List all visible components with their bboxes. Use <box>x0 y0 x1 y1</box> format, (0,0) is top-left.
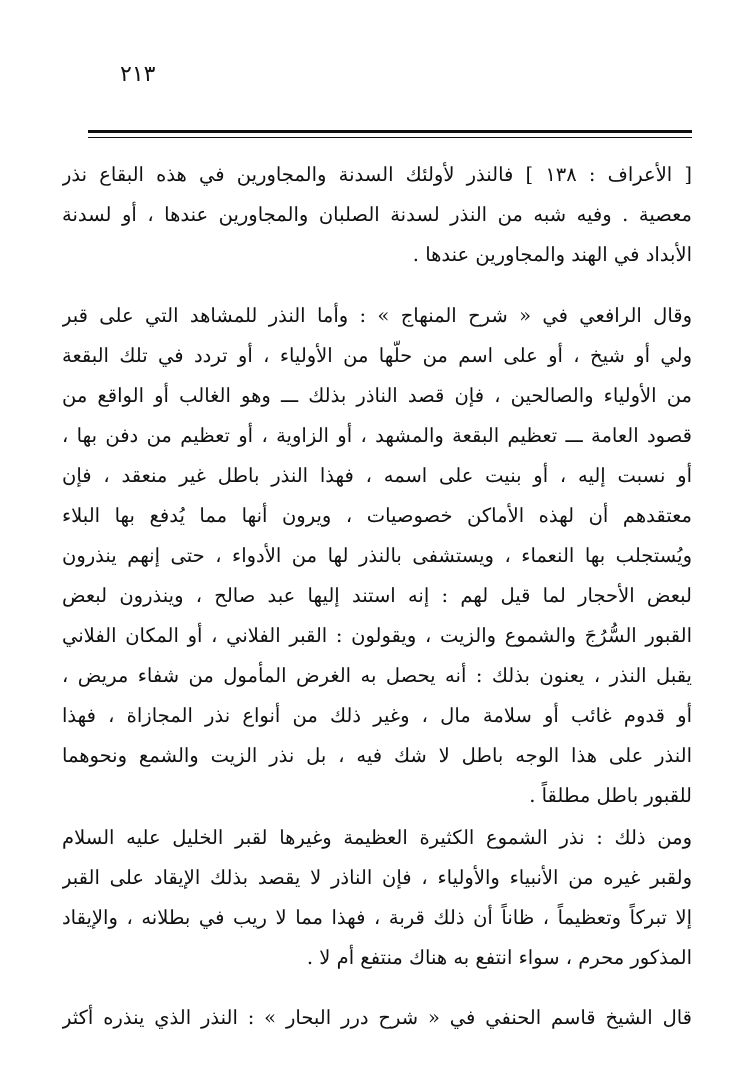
text-line: أو قدوم غائب أو سلامة مال ، وغير ذلك من أنواع نذر المجازاة ، فهذا <box>62 704 692 727</box>
text-line: قصود العامة ـــ تعظيم البقعة والمشهد ، أو الزاوية ، أو تعظيم من دفن بها ، <box>62 424 692 447</box>
text-line: ولقبر غيره من الأنبياء والأولياء ، فإن الناذر لا يقصد بذلك الإيقاد على القبر <box>62 866 692 889</box>
text-line: وقال الرافعي في « شرح المنهاج » : وأما النذر للمشاهد التي على قبر <box>62 304 692 327</box>
page-number: ٢١٣ <box>120 62 156 87</box>
text-line: إلا تبركاً وتعظيماً ، ظاناً أن ذلك قربة ، فهذا مما لا ريب في بطلانه ، والإيقاد <box>62 906 692 929</box>
text-line: معصية . وفيه شبه من النذر لسدنة الصلبان والمجاورين عندها ، أو لسدنة <box>62 203 692 226</box>
text-line: ومن ذلك : نذر الشموع الكثيرة العظيمة وغيرها لقبر الخليل عليه السلام <box>62 826 692 849</box>
text-line: لبعض الأحجار لما قيل لهم : إنه استند إليها عبد صالح ، وينذرون لبعض <box>62 584 692 607</box>
text-line: من الأولياء والصالحين ، فإن قصد الناذر بذلك ـــ وهو الغالب أو الواقع من <box>62 384 692 407</box>
text-line: يقبل النذر ، يعنون بذلك : أنه يحصل به الغرض المأمول من شفاء مريض ، <box>62 664 692 687</box>
text-line: القبور السُّرُجَ والشموع والزيت ، ويقولون : القبر الفلاني ، أو المكان الفلاني <box>62 624 692 647</box>
header-rule-thin <box>88 137 692 138</box>
paragraph-2 <box>62 296 692 816</box>
text-line: للقبور باطل مطلقاً . <box>529 784 692 807</box>
text-line: قال الشيخ قاسم الحنفي في « شرح درر البحار » : النذر الذي ينذره أكثر <box>62 1006 692 1029</box>
header-rule-thick <box>88 130 692 133</box>
text-line: الأبداد في الهند والمجاورين عندها . <box>412 243 692 266</box>
paragraph-1 <box>62 155 692 275</box>
paragraph-3 <box>62 818 692 978</box>
text-line: [ الأعراف : ١٣٨ ] فالنذر لأولئك السدنة والمجاورين في هذه البقاع نذر <box>62 163 692 186</box>
text-line: أو نسبت إليه ، أو بنيت على اسمه ، فهذا النذر باطل غير منعقد ، فإن <box>62 464 692 487</box>
paragraph-4 <box>62 998 692 1038</box>
text-line: ويُستجلب بها النعماء ، ويستشفى بالنذر لها من الأدواء ، حتى إنهم ينذرون <box>62 544 692 567</box>
text-line: النذر على هذا الوجه باطل لا شك فيه ، بل نذر الزيت والشمع ونحوهما <box>62 744 692 767</box>
text-line: ولي أو شيخ ، أو على اسم من حلّها من الأولياء ، أو تردد في تلك البقعة <box>62 344 692 367</box>
text-line: معتقدهم أن لهذه الأماكن خصوصيات ، ويرون أنها مما يُدفع بها البلاء <box>62 504 692 527</box>
text-line: المذكور محرم ، سواء انتفع به هناك منتفع أم لا . <box>306 946 692 969</box>
